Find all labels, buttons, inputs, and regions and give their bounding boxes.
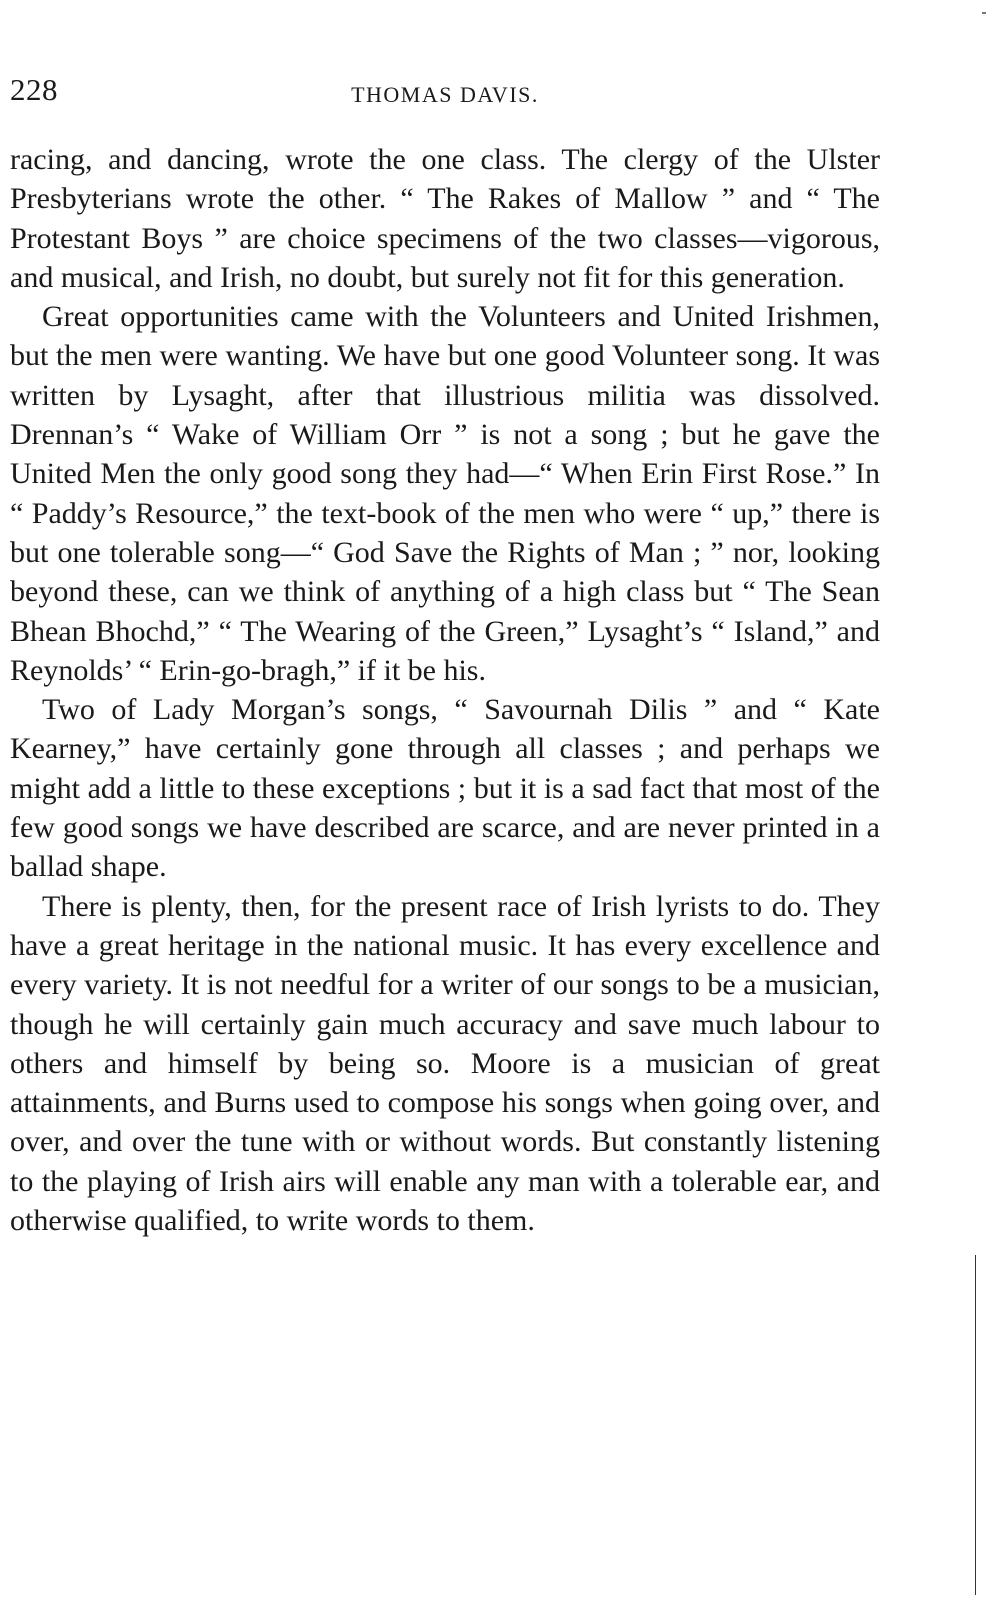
paragraph-2: Great opportunities came with the Volunteers and United Irishmen, but the men were wanting. We have but one good Volunteer song. It was written by Lysaght, after that illustrious militia was dissolved. Drennan’s “ Wake of William Orr ” is not a song ; but he gave the United Men the only good song they had—“ When Erin First Rose.” In “ Paddy’s Resource,” the text-book of the men who were “ up,” there is but one tolerable song—“ God Save the Rights of Man ; ” nor, looking beyond these, can we think of anything of a high class but “ The Sean Bhean Bhochd,” “ The Wearing of the Green,” Lysaght’s “ Island,” and Reynolds’ “ Erin-go-bragh,” if it be his. [10, 300, 880, 687]
body-text [10, 140, 880, 1240]
paragraph-1: racing, and dancing, wrote the one class. The clergy of the Ulster Presbyterians wrote the other. “ The Rakes of Mallow ” and “ The Protestant Boys ” are choice specimens of the two classes—vigorous, and musical, and Irish, no doubt, but surely not fit for this generation. [10, 143, 880, 294]
page-number: 228 [10, 72, 58, 107]
gutter-edge-line [975, 1255, 976, 1595]
running-head: THOMAS DAVIS. [351, 82, 539, 107]
scan-edge-mark [982, 12, 986, 14]
paragraph-4: There is plenty, then, for the present race of Irish lyrists to do. They have a great heritage in the national music. It has every excellence and every variety. It is not needful for a writer of our songs to be a musician, though he will certainly gain much accuracy and save much labour to others and himself by being so. Moore is a musician of great attainments, and Burns used to compose his songs when going over, and over, and over the tune with or without words. But constantly listening to the playing of Irish airs will enable any man with a tolerable ear, and otherwise qualified, to write words to them. [10, 889, 880, 1238]
page-header [10, 72, 880, 112]
paragraph-3: Two of Lady Morgan’s songs, “ Savournah Dilis ” and “ Kate Kearney,” have certainly gone through all classes ; and perhaps we might add a little to these exceptions ; but it is a sad fact that most of the few good songs we have described are scarce, and are never printed in a ballad shape. [10, 693, 880, 884]
